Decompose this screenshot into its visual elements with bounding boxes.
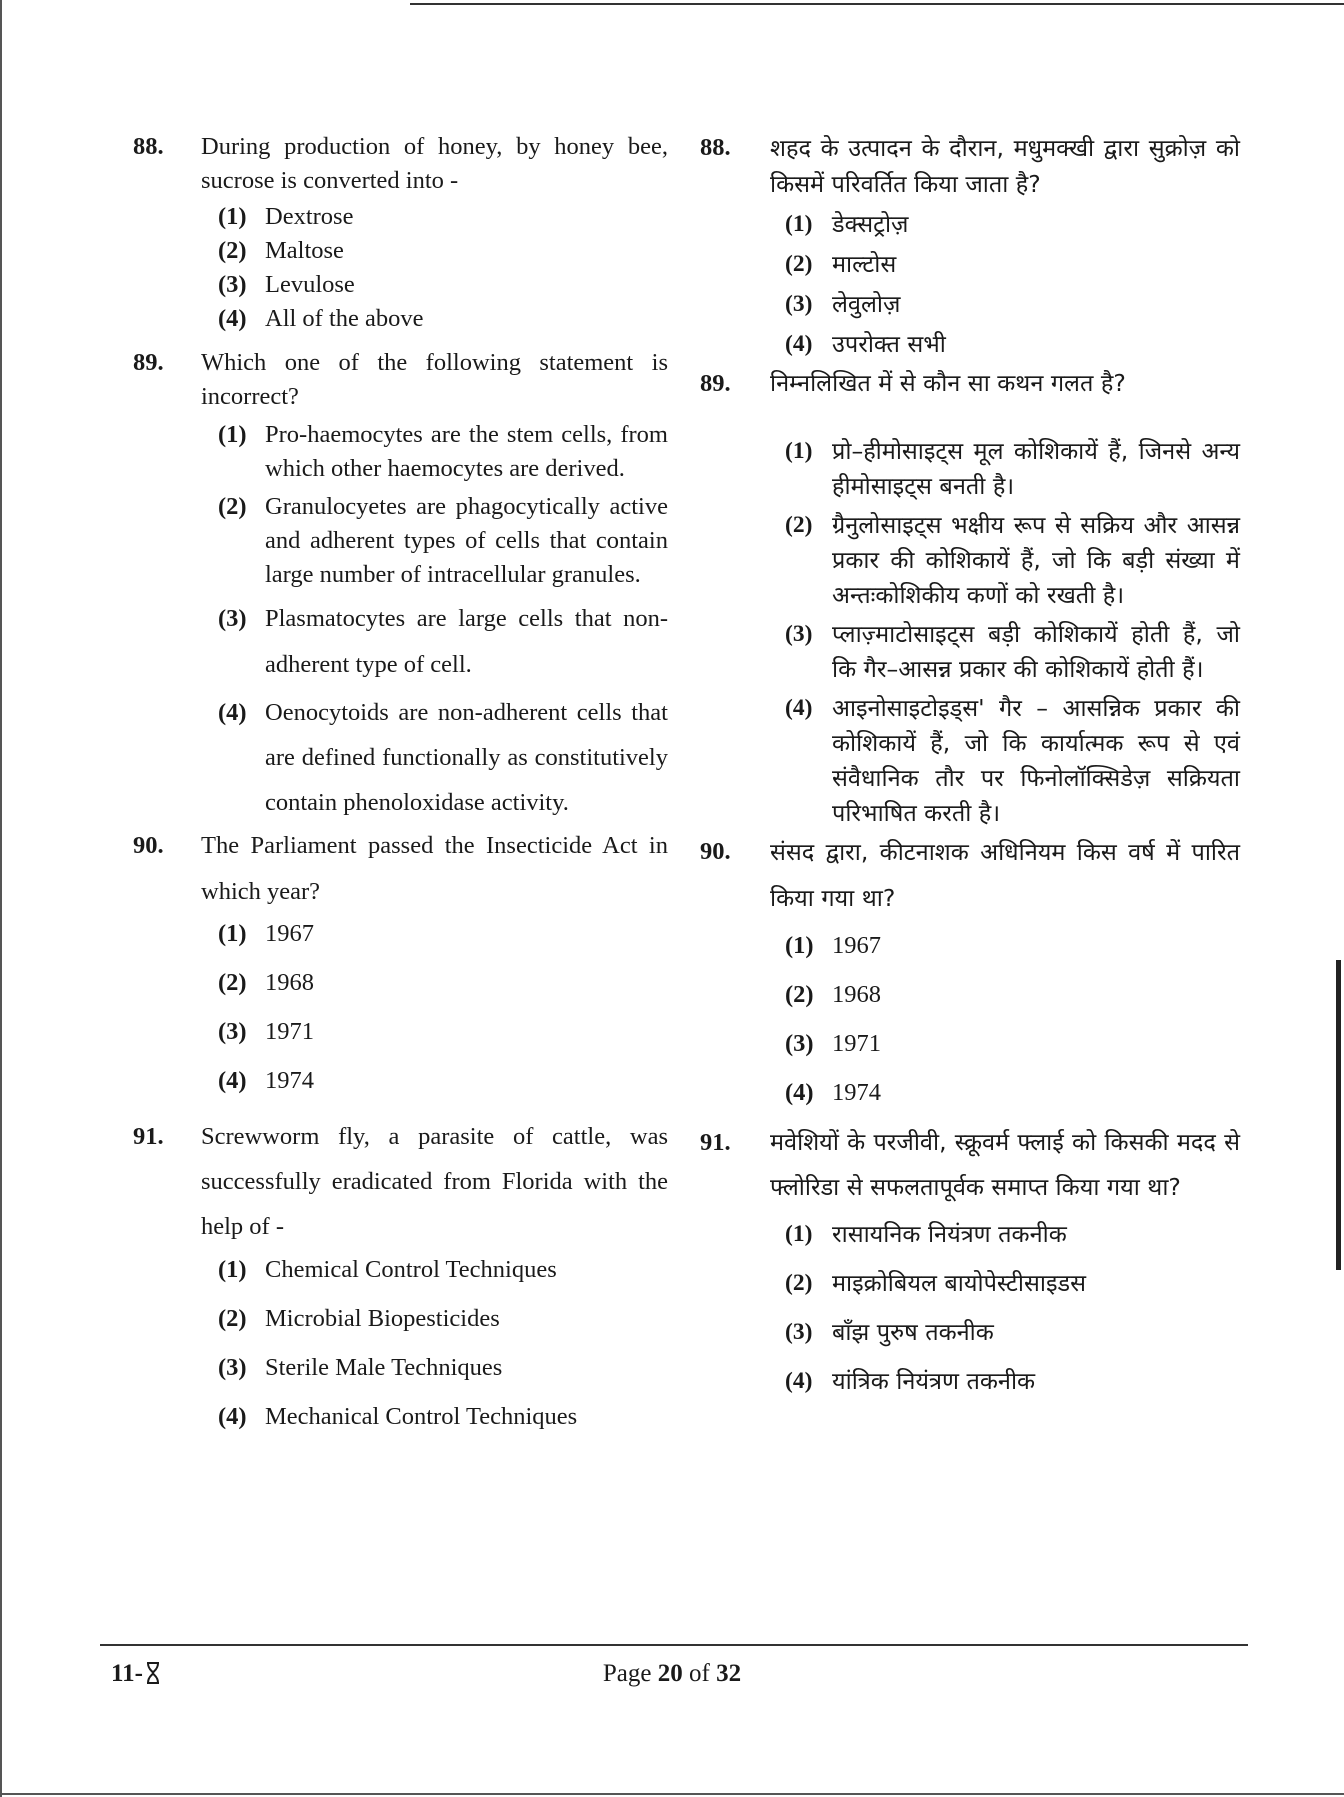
option-2 [785,972,1240,1018]
option-number: (2) [785,512,813,538]
option-text: माल्टोस [832,250,897,278]
option-text: आइनोसाइटोइड्स' गैर – आसन्निक प्रकार की कोशिकायें हैं, जो कि कार्यात्मक रूप से एवं संवैधानिक तौर पर फिनोलॉक्सिडेज़ सक्रियता परिभाषित करती है। [832,694,1240,827]
question-number: 88. [133,133,164,160]
option-number: (1) [785,932,814,959]
option-number: (2) [218,493,247,520]
question-89-hi [700,366,1240,831]
question-number: 88. [700,134,731,161]
question-90-en [133,823,668,1104]
question-88-hi [700,130,1240,362]
page-of: of [682,1660,717,1687]
option-text: Levulose [265,271,355,298]
option-number: (4) [218,1067,247,1094]
option-number: (2) [785,981,814,1008]
option-text: 1974 [832,1079,881,1106]
option-4 [218,1058,668,1104]
option-text: Granulocyetes are phagocytically active and adherent types of cells that contain large number of intracellular granules. [265,493,668,588]
option-2 [785,246,1240,282]
option-1 [218,1247,668,1292]
option-text: माइक्रोबियल बायोपेस्टीसाइडस [832,1269,1086,1297]
option-4 [785,326,1240,362]
question-text: The Parliament passed the Insecticide Act in which year? [201,832,668,905]
option-2 [218,234,668,268]
paper-code-text: 11- [111,1660,143,1687]
option-number: (1) [785,1221,813,1247]
question-number: 91. [133,1123,164,1150]
option-number: (3) [785,1030,814,1057]
page-prefix: Page [602,1660,658,1687]
option-4 [785,1359,1240,1404]
question-text: संसद द्वारा, कीटनाशक अधिनियम किस वर्ष में पारित किया गया था? [770,838,1240,912]
option-number: (1) [218,421,247,448]
option-number: (1) [218,920,247,947]
option-2 [785,1261,1240,1306]
option-text: Sterile Male Techniques [265,1354,503,1381]
option-text: 1968 [265,969,314,996]
option-text: 1971 [832,1030,881,1057]
option-text: Maltose [265,237,344,264]
option-number: (2) [218,1305,247,1332]
page-number [0,1660,1344,1688]
question-number: 90. [133,832,164,859]
option-4 [218,1394,668,1439]
option-number: (4) [785,331,813,357]
option-text: 1971 [265,1018,314,1045]
page-total: 32 [716,1660,742,1687]
option-text: Pro-haemocytes are the stem cells, from which other haemocytes are derived. [265,421,668,482]
question-number: 89. [700,370,731,397]
bottom-page-edge [0,1793,1344,1795]
option-3 [785,286,1240,322]
question-number: 89. [133,349,164,376]
option-number: (4) [218,1403,247,1430]
hindi-column [700,130,1240,1404]
option-number: (1) [785,211,813,237]
option-2 [218,490,668,592]
option-number: (2) [785,251,813,277]
option-4 [218,302,668,336]
question-text: निम्नलिखित में से कौन सा कथन गलत है? [770,369,1126,397]
option-number: (4) [785,1079,814,1106]
option-3 [785,617,1240,687]
option-number: (4) [785,695,813,721]
option-number: (4) [218,305,247,332]
option-number: (1) [785,438,813,464]
option-number: (2) [218,969,247,996]
option-text: Mechanical Control Techniques [265,1403,578,1430]
option-text: रासायनिक नियंत्रण तकनीक [832,1220,1067,1248]
option-1 [218,418,668,486]
option-text: Oenocytoids are non-adherent cells that are defined functionally as constitutively contain phenoloxidase activity. [265,699,668,816]
option-2 [218,1296,668,1341]
option-number: (4) [218,699,247,726]
question-number: 91. [700,1129,731,1156]
option-text: Microbial Biopesticides [265,1305,500,1332]
right-margin-mark [1336,960,1341,1270]
option-text: Chemical Control Techniques [265,1256,557,1283]
top-rule [410,3,1344,5]
option-text: 1967 [832,932,881,959]
option-3 [785,1310,1240,1355]
option-text: प्रो–हीमोसाइट्स मूल कोशिकायें हैं, जिनसे अन्य हीमोसाइट्स बनती है। [832,437,1240,500]
option-text: प्लाज़्माटोसाइट्स बड़ी कोशिकायें होती हैं, जो कि गैर–आसन्न प्रकार की कोशिकायें होती हैं। [832,620,1240,683]
question-text: Screwworm fly, a parasite of cattle, was successfully eradicated from Florida with the help of - [201,1123,668,1240]
option-3 [218,596,668,688]
option-number: (3) [218,1354,247,1381]
option-number: (3) [785,291,813,317]
option-4 [785,691,1240,831]
option-text: ग्रैनुलोसाइट्स भक्षीय रूप से सक्रिय और आसन्न प्रकार की कोशिकायें हैं, जो कि बड़ी संख्या में अन्तःकोशिकीय कणों को रखती है। [832,511,1240,609]
option-text: यांत्रिक नियंत्रण तकनीक [832,1367,1036,1395]
left-page-edge [0,0,2,1797]
footer-rule [100,1644,1248,1646]
option-text: डेक्सट्रोज़ [832,210,909,238]
option-1 [785,434,1240,504]
question-88-en [133,130,668,336]
option-text: उपरोक्त सभी [832,330,946,358]
option-2 [785,508,1240,613]
option-text: लेवुलोज़ [832,290,901,318]
option-number: (2) [785,1270,813,1296]
question-number: 90. [700,838,731,865]
option-text: All of the above [265,305,424,332]
option-1 [785,1212,1240,1257]
option-number: (2) [218,237,247,264]
option-4 [785,1070,1240,1116]
option-1 [785,923,1240,969]
question-91-hi [700,1120,1240,1404]
option-3 [218,268,668,302]
question-text: मवेशियों के परजीवी, स्क्रूवर्म फ्लाई को किसकी मदद से फ्लोरिडा से सफलतापूर्वक समाप्त किया गया था? [770,1128,1240,1201]
option-1 [785,206,1240,242]
option-number: (4) [785,1368,813,1394]
option-2 [218,960,668,1006]
question-89-en [133,346,668,825]
question-text: शहद के उत्पादन के दौरान, मधुमक्खी द्वारा सुक्रोज़ को किसमें परिवर्तित किया जाता है? [770,134,1240,198]
option-1 [218,200,668,234]
option-text: बाँझ पुरुष तकनीक [832,1318,994,1346]
option-3 [218,1009,668,1055]
option-number: (3) [218,605,247,632]
option-number: (3) [785,1319,813,1345]
option-number: (1) [218,1256,247,1283]
option-text: 1968 [832,981,881,1008]
option-text: 1974 [265,1067,314,1094]
option-text: Plasmatocytes are large cells that non-adherent type of cell. [265,605,668,678]
option-number: (1) [218,203,247,230]
english-column [133,130,668,1439]
option-3 [218,1345,668,1390]
question-text: Which one of the following statement is incorrect? [201,349,668,410]
option-1 [218,911,668,957]
option-number: (3) [218,1018,247,1045]
option-3 [785,1021,1240,1067]
question-91-en [133,1114,668,1439]
option-4 [218,690,668,825]
option-number: (3) [218,271,247,298]
question-90-hi [700,829,1240,1116]
option-text: 1967 [265,920,314,947]
option-number: (3) [785,621,813,647]
question-text: During production of honey, by honey bee, sucrose is converted into - [201,133,668,194]
page-current: 20 [657,1660,683,1687]
option-text: Dextrose [265,203,354,230]
